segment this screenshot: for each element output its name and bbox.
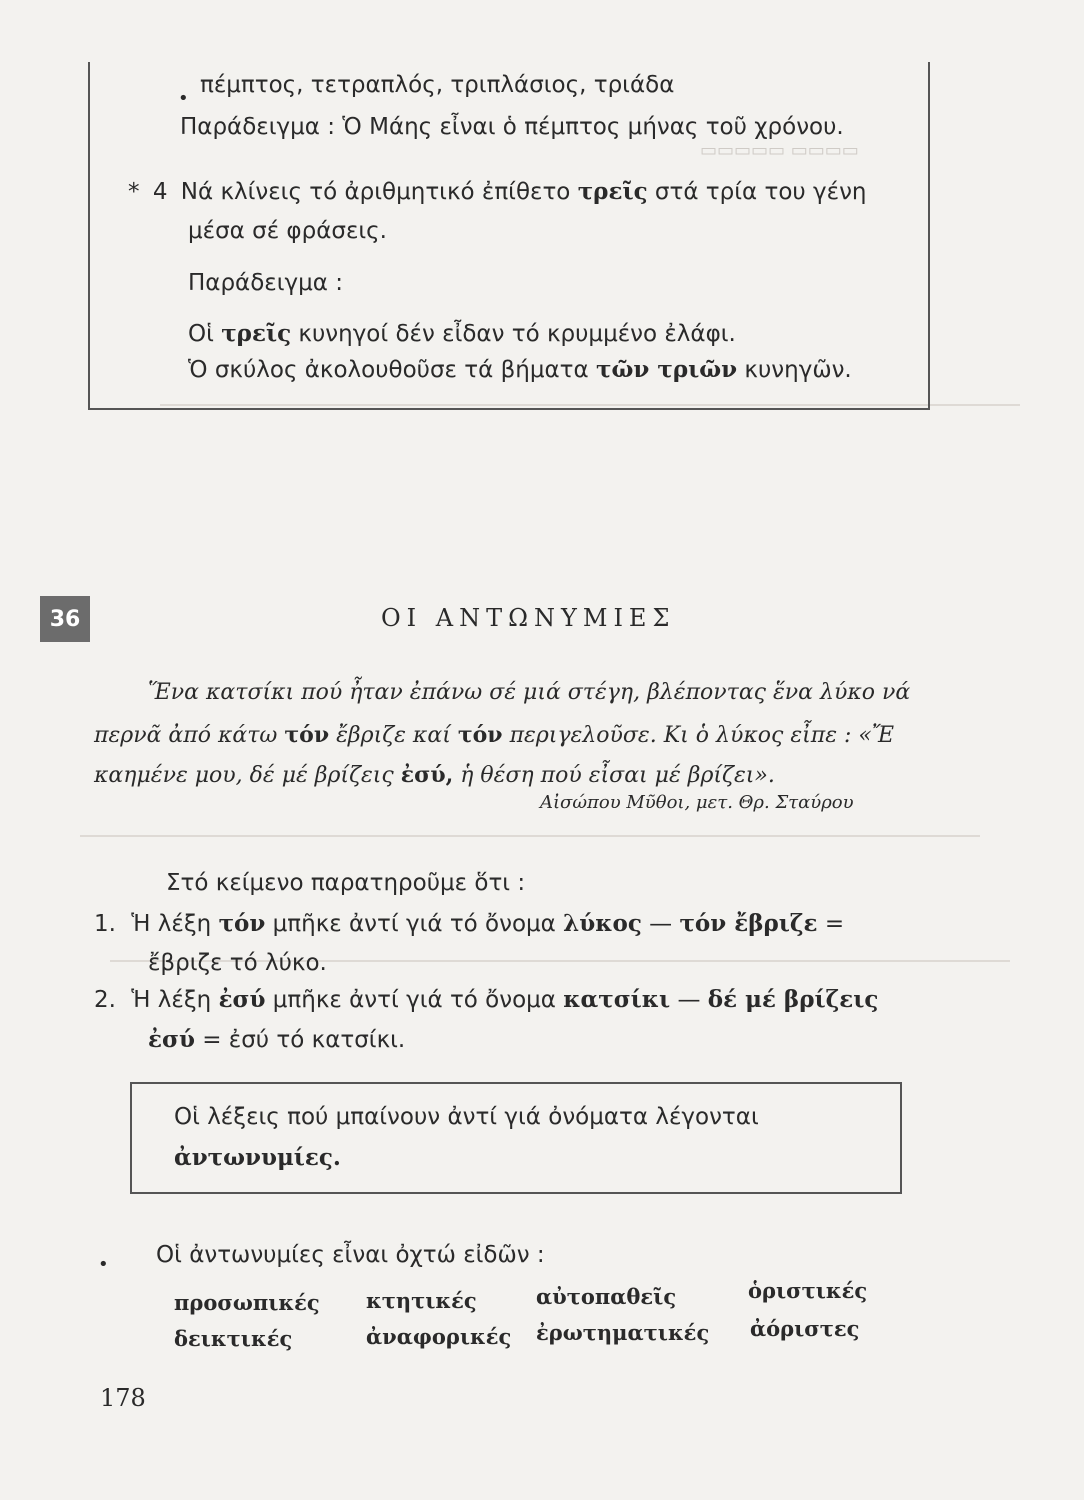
example-sentence-2 <box>188 356 852 383</box>
example-2-label: Παράδειγμα : <box>188 270 343 296</box>
bleed-through-text: ▭▭▭▭ ▭▭▭▭▭ <box>700 140 859 161</box>
bold-word: τόν <box>457 722 503 748</box>
pronoun-type: ἀναφορικές <box>366 1324 512 1349</box>
pronoun-type: αὐτοπαθεῖς <box>536 1284 677 1309</box>
exercise-text-line-2: μέσα σέ φράσεις. <box>188 218 387 244</box>
bold-word: τρεῖς <box>221 320 292 347</box>
lesson-title: ΟΙ ΑΝΤΩΝΥΜΙΕΣ <box>381 604 676 632</box>
bold-word: ἐσύ, <box>400 762 454 788</box>
sentence-text: Οἱ <box>188 321 222 347</box>
definition-text: Οἱ λέξεις πού μπαίνουν ἀντί γιά ὀνόματα λέγονται <box>174 1104 759 1130</box>
sentence-text: κυνηγοί δέν εἶδαν τό κρυμμένο ἐλάφι. <box>291 321 736 347</box>
item-text: μπῆκε ἀντί γιά τό ὄνομα <box>265 911 564 937</box>
bold-word: τῶν τριῶν <box>596 356 738 383</box>
bold-word: τόν <box>284 722 330 748</box>
exercise-text-cont: στά τρία του γένη <box>647 179 867 205</box>
page-number: 178 <box>100 1384 146 1412</box>
bold-word: κατσίκι <box>563 986 671 1013</box>
sentence-text: Ὁ σκύλος ἀκολουθοῦσε τά βήματα <box>188 357 596 383</box>
item-text: = ἐσύ τό κατσίκι. <box>194 1027 406 1053</box>
item-text: μπῆκε ἀντί γιά τό ὄνομα <box>265 987 564 1013</box>
dash: — <box>670 987 708 1013</box>
dash: — <box>641 911 680 937</box>
pronoun-type: προσωπικές <box>174 1290 320 1315</box>
types-intro: Οἱ ἀντωνυμίες εἶναι ὀχτώ εἰδῶν : <box>156 1242 545 1268</box>
bold-term: ἀντωνυμίες. <box>174 1144 341 1171</box>
observation-intro: Στό κείμενο παρατηροῦμε ὅτι : <box>166 870 526 896</box>
item-number: 1. <box>94 911 116 937</box>
lesson-number-badge: 36 <box>40 596 90 642</box>
quote-text: ἔβριζε καί <box>329 723 458 748</box>
pronoun-type: δεικτικές <box>174 1326 293 1351</box>
sentence-text: κυνηγῶν. <box>737 357 852 383</box>
quote-text: καημένε μου, δέ μέ βρίζεις <box>94 763 401 788</box>
bleed-through-rule <box>80 835 980 837</box>
example-1 <box>180 114 844 140</box>
item-text: Ἡ λέξη <box>131 911 219 937</box>
bold-word: δέ μέ βρίζεις <box>707 986 879 1013</box>
definition-term <box>174 1144 341 1171</box>
bold-word: τρεῖς <box>577 178 648 205</box>
bullet-icon: • <box>98 1254 109 1275</box>
bold-word: ἐσύ <box>218 986 266 1013</box>
pronoun-type: κτητικές <box>366 1288 477 1313</box>
bold-word: τόν ἔβριζε <box>679 910 818 937</box>
quote-line-3 <box>94 762 775 788</box>
exercise-number: 4 <box>152 179 168 205</box>
quote-source: Αἰσώπου Μῦθοι, μετ. Θρ. Σταύρου <box>540 792 854 813</box>
exercise-text: Νά κλίνεις τό ἀριθμητικό ἐπίθετο <box>180 179 578 205</box>
bold-word: λύκος <box>563 910 642 937</box>
bold-word: ἐσύ <box>148 1026 195 1053</box>
pronoun-type: ὁριστικές <box>748 1278 868 1303</box>
bullet-icon: • <box>178 88 189 109</box>
definition-box <box>130 1082 902 1194</box>
observation-item-2 <box>94 986 878 1013</box>
observation-item-2-cont <box>148 1026 405 1053</box>
quote-line-2 <box>94 722 894 748</box>
quote-text: ἡ θέση πού εἶσαι μέ βρίζει». <box>453 763 775 788</box>
pronoun-type: ἀόριστες <box>750 1316 860 1341</box>
example-sentence-1 <box>188 320 736 347</box>
quote-text: περνᾶ ἀπό κάτω <box>94 723 285 748</box>
equals: = <box>817 911 845 937</box>
observation-item-1 <box>94 910 844 937</box>
ordinal-words-line: πέμπτος, τετραπλός, τριπλάσιος, τριάδα <box>200 72 675 98</box>
exercise-4-heading <box>128 178 867 205</box>
pronoun-type: ἐρωτηματικές <box>536 1320 710 1345</box>
quote-line-1: Ἕνα κατσίκι πού ἦταν ἐπάνω σέ μιά στέγη, βλέποντας ἕνα λύκο νά <box>148 680 911 705</box>
quote-text: περιγελοῦσε. Κι ὁ λύκος εἶπε : «Ἔ <box>502 723 895 748</box>
item-text: Ἡ λέξη <box>131 987 219 1013</box>
example-label: Παράδειγμα : <box>180 114 343 140</box>
item-number: 2. <box>94 987 116 1013</box>
star-icon: * <box>128 179 140 205</box>
bold-word: τόν <box>218 910 266 937</box>
observation-item-1-cont: ἔβριζε τό λύκο. <box>148 950 327 976</box>
example-sentence: Ὁ Μάης εἶναι ὁ πέμπτος μήνας τοῦ χρόνου. <box>342 114 844 140</box>
